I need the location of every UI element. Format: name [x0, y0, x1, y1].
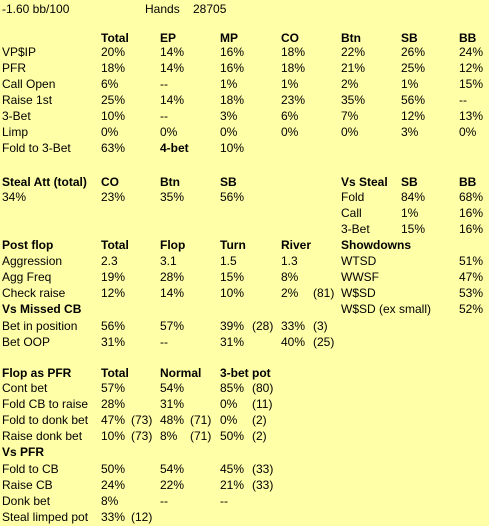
row-label: VP$IP — [2, 45, 37, 59]
cell: 0% — [160, 125, 178, 139]
cell: 25% — [101, 93, 126, 107]
cell: 68% — [459, 190, 484, 204]
main-header-co: CO — [281, 31, 299, 45]
cell: 31% — [220, 335, 245, 349]
cell: -- — [220, 494, 228, 508]
sample-count: (33) — [252, 462, 274, 476]
cell: 8% — [160, 429, 178, 443]
row-label: Bet OOP — [2, 335, 51, 349]
cell: 35% — [341, 93, 366, 107]
cell: 0% — [220, 125, 238, 139]
row-label: Donk bet — [2, 494, 51, 508]
cell: 24% — [459, 45, 484, 59]
cell: 24% — [101, 478, 126, 492]
cell: 16% — [220, 61, 245, 75]
cell: 6% — [101, 77, 119, 91]
cell: 51% — [459, 254, 484, 268]
flop-pfr-header-3bet: 3-bet pot — [220, 366, 271, 380]
cell: 0% — [281, 125, 299, 139]
cell: 34% — [2, 190, 27, 204]
postflop-title: Post flop — [2, 238, 54, 252]
cell: 3% — [220, 109, 238, 123]
cell: 48% — [160, 413, 185, 427]
cell: 2% — [281, 286, 299, 300]
row-label: W$SD — [341, 286, 376, 300]
cell: 1.3 — [281, 254, 298, 268]
cell: 12% — [401, 109, 426, 123]
row-label: Check raise — [2, 286, 66, 300]
flop-pfr-title: Flop as PFR — [2, 366, 72, 380]
sample-count: (11) — [252, 397, 273, 411]
cell: 85% — [220, 381, 245, 395]
row-label: Call Open — [2, 77, 56, 91]
row-label: Agg Freq — [2, 270, 52, 284]
cell: 15% — [220, 270, 245, 284]
cell: 22% — [160, 478, 185, 492]
cell: 14% — [160, 45, 185, 59]
cell: 54% — [160, 462, 185, 476]
row-label: WWSF — [341, 270, 379, 284]
vs-missed-cb-title: Vs Missed CB — [2, 302, 82, 316]
cell: 16% — [459, 206, 484, 220]
cell: 23% — [281, 93, 306, 107]
cell: 23% — [101, 190, 126, 204]
cell: 31% — [101, 335, 126, 349]
cell: 3.1 — [160, 254, 177, 268]
sample-count: (71) — [190, 429, 212, 443]
cell: -- — [160, 494, 168, 508]
cell: 14% — [160, 286, 185, 300]
cell: 10% — [101, 429, 126, 443]
main-header-ep: EP — [160, 31, 177, 45]
hands-value: 28705 — [193, 2, 227, 16]
postflop-header-flop: Flop — [160, 238, 186, 252]
row-label: PFR — [2, 61, 26, 75]
row-label: Bet in position — [2, 319, 78, 333]
steal-header-sb: SB — [220, 175, 237, 189]
cell: 35% — [160, 190, 185, 204]
cell: 22% — [341, 45, 366, 59]
main-header-bb: BB — [459, 31, 477, 45]
sample-count: (33) — [252, 478, 274, 492]
vs-steal-header-sb: SB — [401, 175, 418, 189]
row-label: Raise CB — [2, 478, 53, 492]
cell: 18% — [281, 45, 306, 59]
vs-pfr-title: Vs PFR — [2, 445, 45, 459]
cell: 7% — [341, 109, 359, 123]
sample-count: (73) — [131, 413, 153, 427]
main-header-total: Total — [101, 31, 129, 45]
cell: 0% — [101, 125, 119, 139]
steal-title: Steal Att (total) — [2, 175, 87, 189]
main-header-btn: Btn — [341, 31, 361, 45]
cell: 26% — [401, 45, 426, 59]
cell: 57% — [160, 319, 185, 333]
cell: 50% — [220, 429, 245, 443]
cell: 3% — [401, 125, 419, 139]
postflop-header-total: Total — [101, 238, 129, 252]
sample-count: (2) — [252, 413, 267, 427]
cell: 53% — [459, 286, 484, 300]
cell: 2% — [341, 77, 359, 91]
cell: 52% — [459, 302, 484, 316]
cell: 18% — [101, 61, 126, 75]
vs-steal-title: Vs Steal — [341, 175, 388, 189]
row-label: 3-Bet — [2, 109, 31, 123]
steal-header-btn: Btn — [160, 175, 180, 189]
cell: 10% — [220, 286, 245, 300]
fourbet-label: 4-bet — [160, 141, 189, 155]
sample-count: (81) — [313, 286, 335, 300]
cell: 21% — [341, 61, 366, 75]
row-label: Cont bet — [2, 381, 48, 395]
main-header-sb: SB — [401, 31, 418, 45]
cell: 18% — [220, 93, 245, 107]
row-label: Steal limped pot — [2, 510, 89, 524]
row-label: Limp — [2, 125, 29, 139]
sample-count: (28) — [252, 319, 274, 333]
vs-steal-header-bb: BB — [459, 175, 477, 189]
cell: -- — [459, 93, 467, 107]
steal-header-co: CO — [101, 175, 119, 189]
cell: 12% — [101, 286, 126, 300]
cell: 16% — [459, 222, 484, 236]
row-label: WTSD — [341, 254, 377, 268]
cell: 0% — [220, 413, 238, 427]
cell: 45% — [220, 462, 245, 476]
winrate-text: -1.60 bb/100 — [2, 2, 70, 16]
cell: 31% — [160, 397, 185, 411]
main-header-mp: MP — [220, 31, 238, 45]
row-label: 3-Bet — [341, 222, 370, 236]
cell: 33% — [281, 319, 306, 333]
cell: 12% — [459, 61, 484, 75]
cell: 50% — [101, 462, 126, 476]
cell: 19% — [101, 270, 126, 284]
cell: 21% — [220, 478, 245, 492]
row-label: Fold to donk bet — [2, 413, 89, 427]
cell: 14% — [160, 93, 185, 107]
cell: 57% — [101, 381, 126, 395]
cell: 8% — [101, 494, 119, 508]
cell: 84% — [401, 190, 426, 204]
sample-count: (73) — [131, 429, 153, 443]
cell: 28% — [101, 397, 126, 411]
cell: 47% — [459, 270, 484, 284]
row-label: Aggression — [2, 254, 63, 268]
cell: 63% — [101, 141, 126, 155]
showdowns-title: Showdowns — [341, 238, 411, 252]
flop-pfr-header-total: Total — [101, 366, 129, 380]
cell: 2.3 — [101, 254, 118, 268]
cell: 13% — [459, 109, 484, 123]
cell: -- — [160, 77, 168, 91]
row-label: Raise 1st — [2, 93, 53, 107]
cell: 15% — [401, 222, 426, 236]
cell: 56% — [101, 319, 126, 333]
row-label: W$SD (ex small) — [341, 302, 432, 316]
sample-count: (3) — [313, 319, 328, 333]
cell: 0% — [220, 397, 238, 411]
cell: 0% — [341, 125, 359, 139]
cell: 33% — [101, 510, 126, 524]
sample-count: (71) — [190, 413, 212, 427]
postflop-header-turn: Turn — [220, 238, 246, 252]
cell: 1% — [220, 77, 238, 91]
sample-count: (2) — [252, 429, 267, 443]
row-label: Fold CB to raise — [2, 397, 89, 411]
cell: 10% — [220, 141, 245, 155]
cell: 0% — [459, 125, 477, 139]
cell: 10% — [101, 109, 126, 123]
cell: 1.5 — [220, 254, 237, 268]
row-label: Fold to 3-Bet — [2, 141, 71, 155]
sample-count: (25) — [313, 335, 335, 349]
sample-count: (80) — [252, 381, 274, 395]
cell: 54% — [160, 381, 185, 395]
cell: 56% — [220, 190, 245, 204]
cell: 1% — [281, 77, 299, 91]
cell: -- — [160, 335, 168, 349]
row-label: Raise donk bet — [2, 429, 83, 443]
cell: 6% — [281, 109, 299, 123]
cell: 25% — [401, 61, 426, 75]
cell: 39% — [220, 319, 245, 333]
cell: 1% — [401, 77, 419, 91]
cell: 16% — [220, 45, 245, 59]
flop-pfr-header-normal: Normal — [160, 366, 202, 380]
row-label: Fold to CB — [2, 462, 59, 476]
cell: 15% — [459, 77, 484, 91]
cell: 20% — [101, 45, 126, 59]
cell: 8% — [281, 270, 299, 284]
cell: 56% — [401, 93, 426, 107]
cell: 47% — [101, 413, 126, 427]
cell: 28% — [160, 270, 185, 284]
row-label: Call — [341, 206, 362, 220]
postflop-header-river: River — [281, 238, 312, 252]
cell: 1% — [401, 206, 419, 220]
row-label: Fold — [341, 190, 365, 204]
cell: 40% — [281, 335, 306, 349]
cell: -- — [160, 109, 168, 123]
cell: 18% — [281, 61, 306, 75]
cell: 14% — [160, 61, 185, 75]
hands-label: Hands — [145, 2, 180, 16]
sample-count: (12) — [131, 510, 153, 524]
